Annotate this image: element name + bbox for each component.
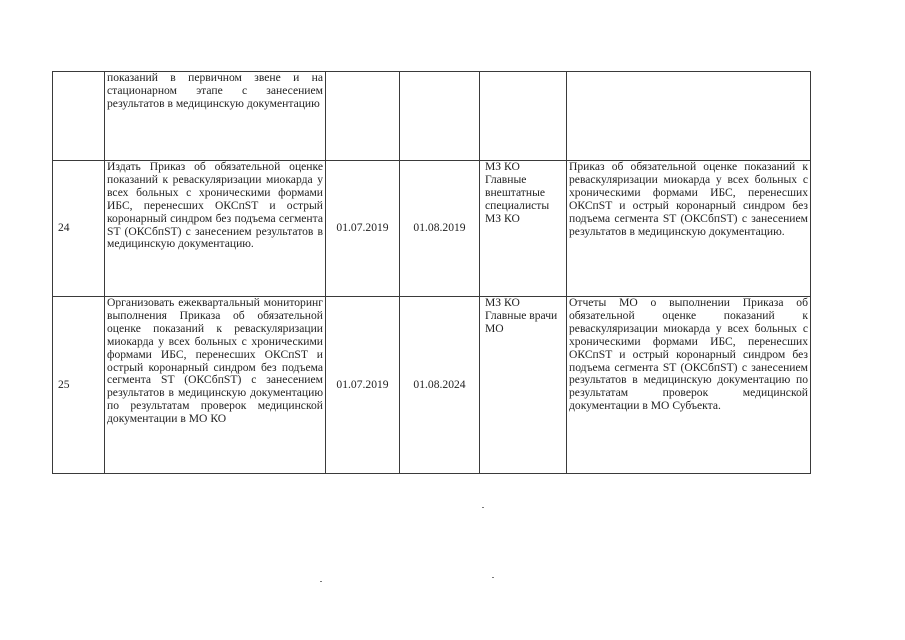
table-row <box>53 297 811 474</box>
result-cell <box>567 72 811 161</box>
end-date-cell: 01.08.2019 <box>400 161 480 297</box>
row-number: 25 <box>53 297 105 474</box>
start-date-cell: 01.07.2019 <box>326 161 400 297</box>
action-cell: Издать Приказ об обязательной оценке показаний к реваскуляризации миокарда у всех больных с хроническими формами ИБС, перенесших ОКСпST и острый коронарный синдром без подъема сегмента ST (ОКСбпST) с занесением результатов в медицинскую документацию. <box>105 161 326 297</box>
table-row <box>53 72 811 161</box>
action-cell: показаний в первичном звене и на стационарном этапе с занесением результатов в медицинскую документацию <box>105 72 326 161</box>
scan-speck <box>482 507 484 508</box>
result-cell: Отчеты МО о выполнении Приказа об обязательной оценке показаний к реваскуляризации миокарда у всех больных с хроническими формами ИБС, перенесших ОКСпST и острый коронарный синдром без подъема сегмента ST (ОКСбпST) с занесением результатов в медицинскую документацию по результатам проверок медицинской документации в МО Субъекта. <box>567 297 811 474</box>
action-cell: Организовать ежеквартальный мониторинг выполнения Приказа об обязательной оценке показаний к реваскуляризации миокарда у всех больных с хроническими формами ИБС, перенесших ОКСпST и острый коронарный синдром без подъема сегмента ST (ОКСбпST) с занесением результатов в медицинскую документацию по результатам проверок медицинской документации в МО КО <box>105 297 326 474</box>
result-cell: Приказ об обязательной оценке показаний к реваскуляризации миокарда у всех больных с хроническими формами ИБС, перенесших ОКСпST и острый коронарный синдром без подъема сегмента ST (ОКСбпST) с занесением результатов в медицинскую документацию. <box>567 161 811 297</box>
start-date-cell <box>326 72 400 161</box>
row-number: 24 <box>53 161 105 297</box>
scan-speck <box>320 581 322 582</box>
responsible-cell: МЗ КО Главные врачи МО <box>480 297 567 474</box>
scan-speck <box>492 577 494 578</box>
end-date-cell <box>400 72 480 161</box>
row-number <box>53 72 105 161</box>
plan-table <box>52 71 811 474</box>
table-row <box>53 161 811 297</box>
responsible-cell <box>480 72 567 161</box>
responsible-cell: МЗ КО Главные внештатные специалисты МЗ КО <box>480 161 567 297</box>
end-date-cell: 01.08.2024 <box>400 297 480 474</box>
start-date-cell: 01.07.2019 <box>326 297 400 474</box>
